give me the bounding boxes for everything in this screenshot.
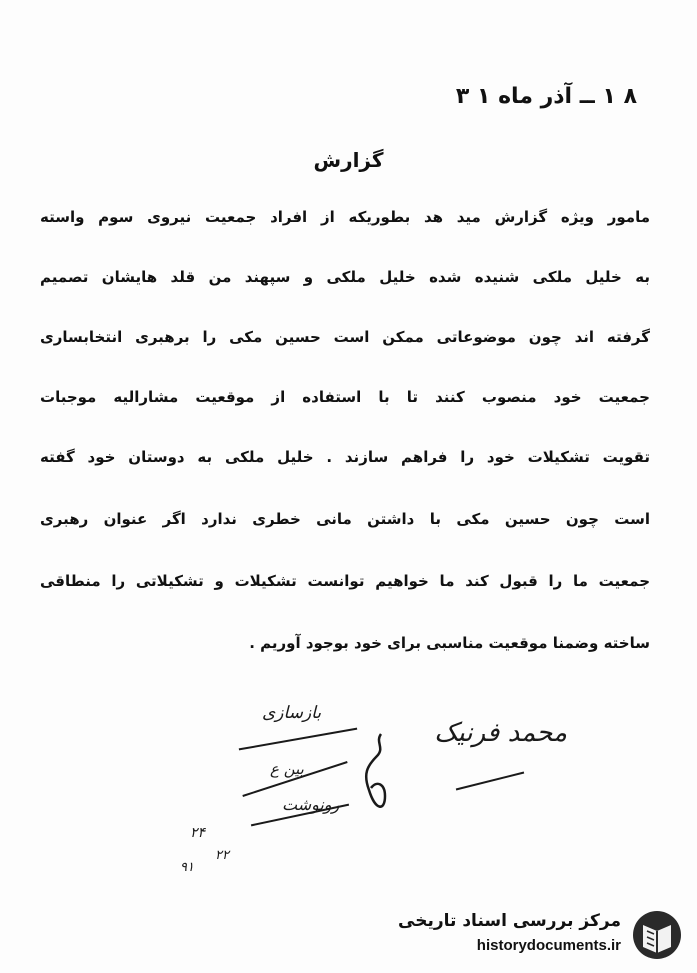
body-line: است چون حسین مکی با داشتن مانی خطری ندارد اگر عنوان رهبری	[40, 510, 650, 528]
initial-signature: بازسازی	[262, 703, 322, 723]
initial-signature: رونوشت	[282, 795, 340, 814]
archive-title: مرکز بررسی اسناد تاریخی	[398, 911, 621, 931]
margin-note: ۹۱	[180, 860, 194, 875]
body-line: جمعیت ما را قبول کند ما خواهیم توانست تشکیلات و تشکیلاتی را منطاقی	[40, 572, 650, 590]
body-line: گرفته اند چون موضوعاتی ممکن است حسین مکی را برهبری انتخابساری	[40, 328, 650, 346]
document-heading: گزارش	[313, 148, 384, 172]
body-line: ساخته وضمنا موقعیت مناسبی برای خود بوجود آوریم .	[249, 634, 650, 652]
archive-site: historydocuments.ir	[476, 937, 621, 954]
main-signature: محمد فرنیک	[434, 718, 567, 748]
signature-underline	[239, 728, 358, 751]
initial-signature: بین ع	[270, 760, 304, 778]
margin-note: ۲۲	[215, 848, 229, 863]
body-line: به خلیل ملکی شنیده شده خلیل ملکی و سپهند من قلد هایشان تصمیم	[40, 268, 650, 286]
body-line: تقویت تشکیلات خود را فراهم سازند . خلیل ملکی به دوستان خود گفته	[40, 448, 650, 466]
archive-watermark	[398, 907, 683, 963]
body-line: مامور ویژه گزارش مید هد بطوریکه از افراد جمعیت نیروی سوم واسته	[40, 208, 650, 226]
document-date: ۸ ۱ ــ آذر ماه ۱ ۳	[455, 84, 637, 109]
body-line: جمعیت خود منصوب کنند تا با استفاده از موقعیت مشاراليه موجبات	[40, 388, 650, 406]
margin-note: ۲۴	[190, 825, 206, 841]
book-shield-icon	[631, 909, 683, 961]
signature-loop-mark	[355, 730, 395, 820]
signature-underline	[456, 772, 524, 791]
